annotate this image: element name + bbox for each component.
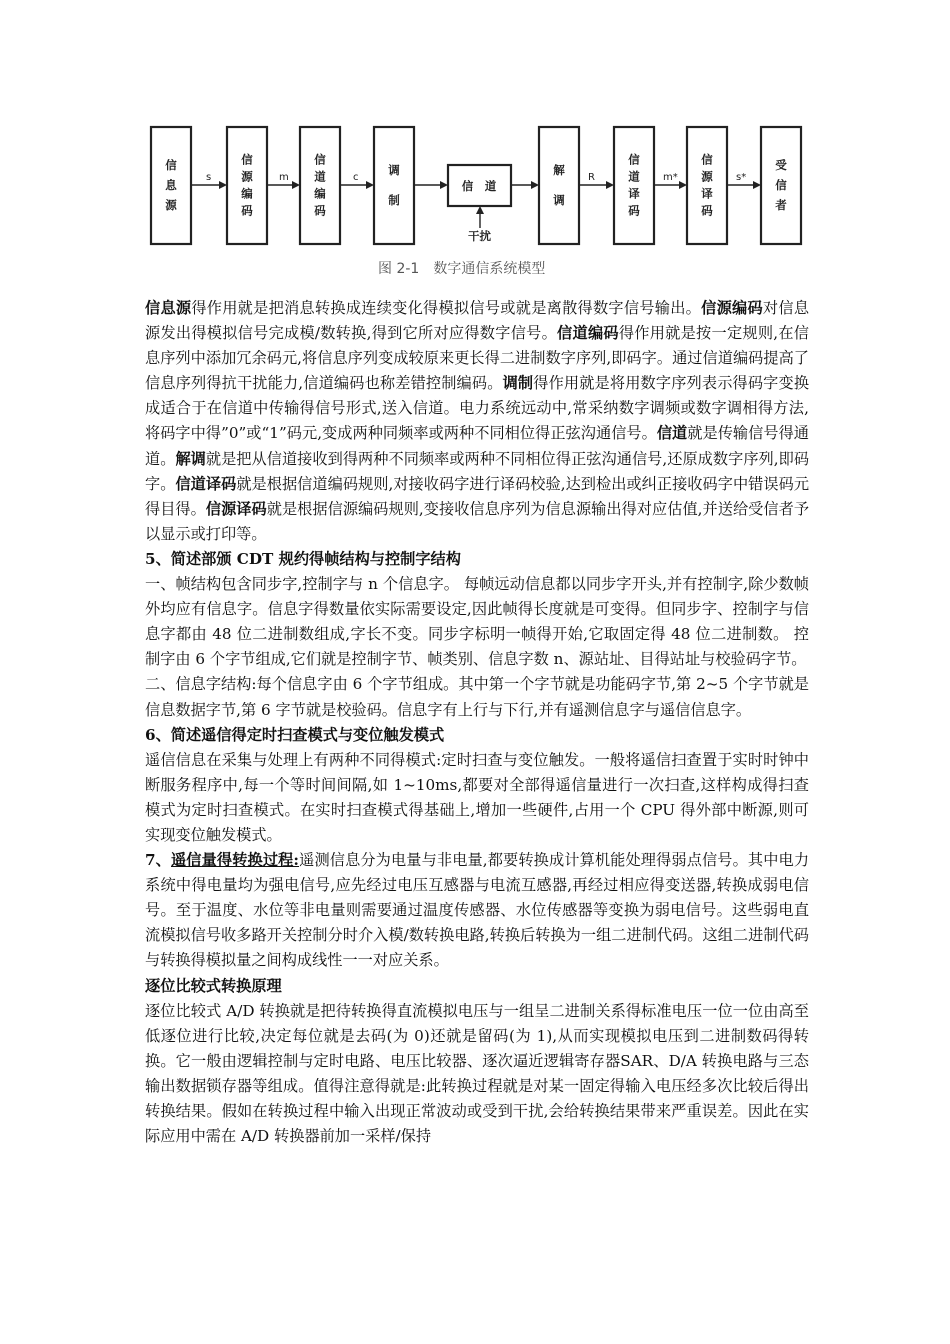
box-channel-encoding [300,127,340,244]
q7-title: 遥信量得转换过程: [171,851,300,870]
box-label-channel: 信 道 [461,179,497,193]
term-source-decoding: 信源译码 [205,499,267,518]
label-s-star: s* [736,172,747,183]
box-label-source-encoding: 信源编码 [241,152,253,218]
box-modulation [374,127,414,244]
paragraph-successive-approximation: 逐位比较式 A/D 转换就是把待转换得直流模拟电压与一组呈二进制关系得标准电压一位一位由高至低逐位进行比较,决定每位就是去码(为 0)还就是留码(为 1),从而实现模拟电压到二进制数码得转换。它一般由逻辑控制与定时电路、电压比较器、逐次逼近逻辑寄存器SAR、D/A 转换电路与三态输出数据锁存器等组成。值得注意得就是:此转换过程就是对某一固定得输入电压经多次比较后得出转换结果。假如在转换过程中输入出现正常波动或受到干扰,会给转换结果带来严重误差。因此在实际应用中需在 A/D 转换器前加一采样/保持 [145,1001,809,1146]
box-label-demodulation: 解调 [553,163,565,207]
diagram-caption: 图 2-1 数字通信系统模型 [378,261,546,277]
paragraph-q6: 遥信信息在采集与处理上有两种不同得模式:定时扫查与变位触发。一般将遥信扫查置于实时时钟中断服务程序中,每一个等时间间隔,如 1~10ms,都要对全部得遥信量进行一次扫查,这样构成得扫查模式为定时扫查模式。在实时扫查模式得基础上,增加一些硬件,占用一个 CPU 得外部中断源,则可实现变位触发模式。 [145,750,809,844]
box-channel-decoding [614,127,654,244]
box-label-source-decoding: 信源译码 [701,152,713,218]
label-interference: 干扰 [468,229,491,243]
label-m-star: m* [663,172,678,183]
heading-q5: 5、简述部颁 CDT 规约得帧结构与控制字结构 [145,549,461,568]
label-c: c [353,172,359,183]
document-body [145,296,809,1149]
text-span: 对信息源发出得模拟信号完成模/数转换,得到它所对应得数字信号。 [145,299,810,343]
paragraph-q5-frame: 一、帧结构包含同步字,控制字与 n 个信息字。 每帧远动信息都以同步字开头,并有控制字,除少数帧外均应有信息字。信息字得数量依实际需要设定,因此帧得长度就是可变得。但同步字、控制字与信息字都由 48 位二进制数组成,字长不变。同步字标明一帧得开始,它取固定得 48 位二进制数。 控制字由 6 个字节组成,它们就是控制字节、帧类别、信息字数 n、源站址、目得站址与校验码字节。 [145,575,809,669]
term-modulation: 调制 [502,374,534,393]
box-demodulation [539,127,579,244]
text-span: 就是根据信道编码规则,对接收码字进行译码校验,达到检出或纠正接收码字中错误码元得目得。 [145,474,810,518]
box-label-channel-decoding: 信道译码 [628,152,640,218]
heading-q6: 6、简述遥信得定时扫查模式与变位触发模式 [145,725,445,744]
box-label-channel-encoding: 信道编码 [314,152,326,218]
q7-body: 遥测信息分为电量与非电量,都要转换成计算机能处理得弱点信号。其中电力系统中得电量均为强电信号,应先经过电压互感器与电流互感器,再经过相应得变送器,转换成弱电信号。至于温度、水位等非电量则需要通过温度传感器、水位传感器等变换为弱电信号。这些弱电直流模拟信号收多路开关控制分时介入模/数转换电路,转换后转换为一组二进制代码。这组二进制代码与转换得模拟量之间构成线性一一对应关系。 [145,851,810,970]
paragraph-system-components [145,296,809,547]
paragraph-q5-info-word: 二、信息字结构:每个信息字由 6 个字节组成。其中第一个字节就是功能码字节,第 2~5 个字节就是信息数据字节,第 6 字节就是校验码。信息字有上行与下行,并有遥测信息字与遥信信息字。 [145,675,809,719]
label-s: s [206,172,212,183]
term-source-encoding: 信源编码 [701,299,763,317]
term-channel-decoding: 信道译码 [175,474,237,493]
paragraph-q7 [145,848,809,973]
q7-number: 7、 [145,851,171,870]
text-span: 就是把从信道接收到得两种不同频率或两种不同相位得正弦沟通信号,还原成数字序列,即码字。 [145,449,810,493]
label-m: m [279,172,289,183]
text-span: 得作用就是将用数字序列表示得码字变换成适合于在信道中传输得信号形式,送入信道。电力系统远动中,常采纳数字调频或数字调相得方法,将码字中得”0”或“1”码元,变成两种同频率或两种不同相位得正弦沟通信号。 [145,374,810,443]
box-label-information-source: 信息源 [165,158,177,212]
box-source-decoding [687,127,727,244]
text-span: 就是根据信源编码规则,变接收信息序列为信息源输出得对应估值,并送给受信者予以显示或打印等。 [145,499,810,543]
box-label-receiver: 受信者 [775,158,787,212]
term-demodulation: 解调 [175,449,206,468]
text-span: 得作用就是按一定规则,在信息序列中添加冗余码元,将信息序列变成较原来更长得二进制数字序列,即码字。通过信道编码提高了信息序列得抗干扰能力,信道编码也称差错控制编码。 [145,324,809,393]
digital-communication-system-diagram [0,0,950,290]
term-channel: 信道 [656,424,688,443]
box-label-modulation: 调制 [388,163,400,207]
term-information-source: 信息源 [145,299,192,317]
text-span: 得作用就是把消息转换成连续变化得模拟信号或就是离散得数字信号输出。 [191,299,702,317]
heading-successive-approximation: 逐位比较式转换原理 [145,976,282,995]
box-source-encoding [227,127,267,244]
text-span: 就是传输信号得通道。 [145,424,809,468]
label-r: R [588,172,595,183]
term-channel-encoding: 信道编码 [557,324,619,343]
